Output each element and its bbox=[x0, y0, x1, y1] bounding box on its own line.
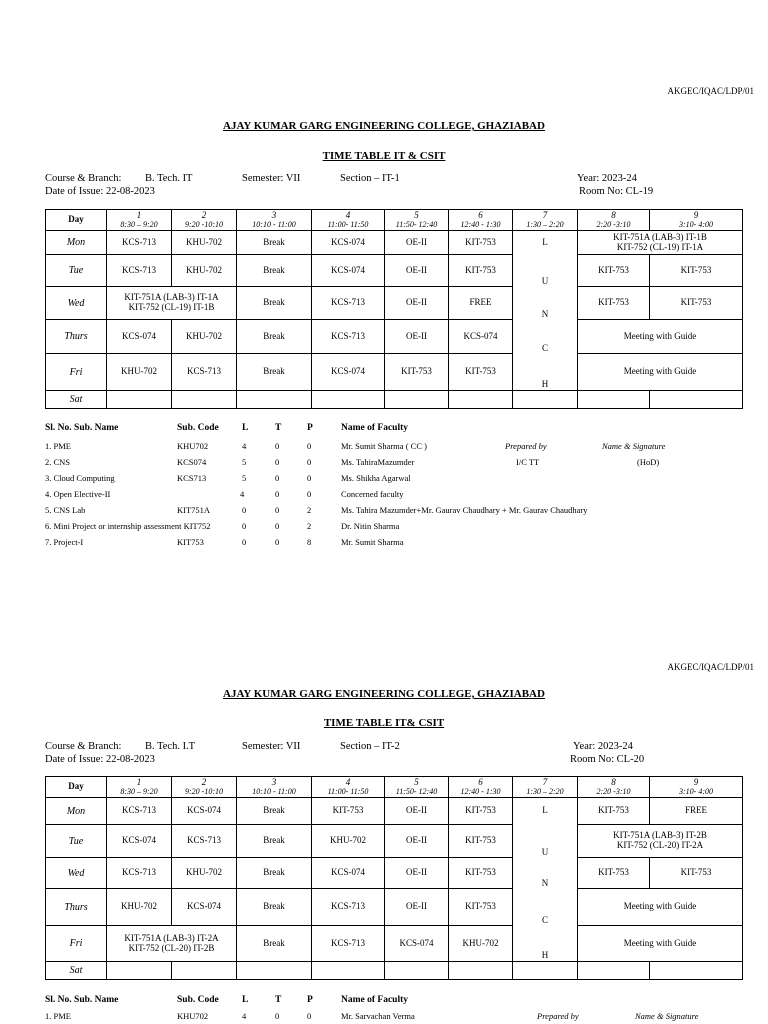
class-cell: KCS-713 bbox=[172, 825, 237, 858]
list-item: 3. Cloud Computing KCS713 5 0 0 Ms. Shikha Agarwal bbox=[45, 473, 411, 483]
period-header: 5 11:50- 12:40 bbox=[385, 210, 449, 231]
class-cell: OE-II bbox=[385, 825, 449, 858]
name-signature: Name & Signature bbox=[635, 1011, 699, 1021]
class-cell: KCS-713 bbox=[107, 798, 172, 825]
class-cell: KIT-753 bbox=[650, 858, 743, 889]
break-cell: Break bbox=[237, 287, 312, 320]
class-cell: KIT-753 bbox=[385, 354, 449, 391]
lunch-cell: H bbox=[513, 354, 578, 391]
class-cell: KIT-753 bbox=[312, 798, 385, 825]
document-ref: AKGEC/IQAC/LDP/01 bbox=[667, 86, 754, 96]
lunch-cell: U bbox=[513, 255, 578, 287]
list-item: 1. PME KHU702 4 0 0 Mr. Sumit Sharma ( CC ) Prepared by Name & Signature bbox=[45, 441, 666, 451]
hod: (HoD) bbox=[637, 457, 660, 467]
lunch-cell: H bbox=[513, 926, 578, 962]
lunch-cell: C bbox=[513, 889, 578, 926]
class-cell: KCS-713 bbox=[107, 858, 172, 889]
class-cell: KHU-702 bbox=[172, 858, 237, 889]
subject-list bbox=[45, 995, 745, 1024]
lunch-cell: L bbox=[513, 231, 578, 255]
subject-header-t: T bbox=[275, 423, 282, 433]
list-item: 6. Mini Project or internship assessment KIT752 0 0 2 Dr. Nitin Sharma bbox=[45, 521, 400, 531]
subject-header-p: P bbox=[307, 995, 313, 1005]
period-header: 6 12:40 - 1:30 bbox=[449, 777, 513, 798]
class-cell: FREE bbox=[449, 287, 513, 320]
lunch-cell: L bbox=[513, 798, 578, 825]
section: Section – IT-2 bbox=[340, 741, 400, 752]
subject-header-p: P bbox=[307, 423, 313, 433]
day-cell: Tue bbox=[46, 255, 107, 287]
class-cell: KHU-702 bbox=[172, 231, 237, 255]
day-cell: Thurs bbox=[46, 889, 107, 926]
day-cell: Mon bbox=[46, 231, 107, 255]
class-cell: OE-II bbox=[385, 889, 449, 926]
date-of-issue: Date of Issue: 22-08-2023 bbox=[45, 754, 155, 765]
break-cell: Break bbox=[237, 320, 312, 354]
break-cell: Break bbox=[237, 926, 312, 962]
prepared-by: Prepared by bbox=[537, 1011, 579, 1021]
course-branch-value: B. Tech. I.T bbox=[145, 741, 196, 752]
subject-header-l: L bbox=[242, 423, 249, 433]
class-cell: KIT-753 bbox=[449, 255, 513, 287]
class-cell: KHU-702 bbox=[449, 926, 513, 962]
period-header: 2 9:20 -10:10 bbox=[172, 210, 237, 231]
class-cell: KCS-074 bbox=[312, 231, 385, 255]
semester: Semester: VII bbox=[242, 741, 301, 752]
course-branch-label: Course & Branch: bbox=[45, 741, 122, 752]
period-header: 9 3:10- 4:00 bbox=[650, 777, 743, 798]
table-row bbox=[46, 354, 743, 391]
day-cell: Wed bbox=[46, 858, 107, 889]
class-cell: KIT-753 bbox=[449, 858, 513, 889]
meeting-cell: Meeting with Guide bbox=[578, 320, 743, 354]
day-cell: Fri bbox=[46, 926, 107, 962]
subject-header-l: L bbox=[242, 995, 249, 1005]
section: Section – IT-1 bbox=[340, 173, 400, 184]
list-item: 7. Project-I KIT753 0 0 8 Mr. Sumit Sharma bbox=[45, 537, 404, 547]
class-cell: KIT-753 bbox=[449, 354, 513, 391]
list-item: 5. CNS Lab KIT751A 0 0 2 Ms. Tahira Mazumder+Mr. Gaurav Chaudhary + Mr. Gaurav Chaudhary bbox=[45, 505, 588, 515]
subject-header-name: Sl. No. Sub. Name bbox=[45, 995, 119, 1005]
class-cell: KHU-702 bbox=[107, 354, 172, 391]
document-ref: AKGEC/IQAC/LDP/01 bbox=[667, 662, 754, 672]
timetable-grid bbox=[45, 776, 743, 980]
day-cell: Mon bbox=[46, 798, 107, 825]
class-cell: KCS-074 bbox=[172, 889, 237, 926]
class-cell: OE-II bbox=[385, 320, 449, 354]
period-header: 8 2:20 -3:10 bbox=[578, 777, 650, 798]
class-cell: KIT-753 bbox=[650, 255, 743, 287]
lab-cell: KIT-751A (LAB-3) IT-1B KIT-752 (CL-19) IT-1A bbox=[578, 231, 743, 255]
day-header: Day bbox=[46, 210, 107, 231]
subject-header-t: T bbox=[275, 995, 282, 1005]
class-cell: OE-II bbox=[385, 255, 449, 287]
lab-cell: KIT-751A (LAB-3) IT-1A KIT-752 (CL-19) IT-1B bbox=[107, 287, 237, 320]
lunch-cell: N bbox=[513, 858, 578, 889]
class-cell: KIT-753 bbox=[578, 255, 650, 287]
subject-header-code: Sub. Code bbox=[177, 423, 219, 433]
period-header: 1 8:30 – 9:20 bbox=[107, 210, 172, 231]
class-cell: KCS-713 bbox=[107, 255, 172, 287]
period-header: 3 10:10 - 11:00 bbox=[237, 777, 312, 798]
class-cell: KIT-753 bbox=[449, 825, 513, 858]
room-number: Room No: CL-19 bbox=[579, 186, 654, 197]
class-cell: KIT-753 bbox=[650, 287, 743, 320]
list-item: 2. CNS KCS074 5 0 0 Ms. TahiraMazumder I/C TT (HoD) bbox=[45, 457, 660, 467]
class-cell: KCS-713 bbox=[107, 231, 172, 255]
ic-tt: I/C TT bbox=[516, 457, 540, 467]
lunch-cell: C bbox=[513, 320, 578, 354]
break-cell: Break bbox=[237, 354, 312, 391]
class-cell: KIT-753 bbox=[578, 858, 650, 889]
subject-list bbox=[45, 423, 745, 553]
class-cell: KHU-702 bbox=[312, 825, 385, 858]
subject-header-code: Sub. Code bbox=[177, 995, 219, 1005]
period-header: 4 11:00- 11:50 bbox=[312, 777, 385, 798]
class-cell: OE-II bbox=[385, 798, 449, 825]
day-cell: Sat bbox=[46, 962, 107, 980]
lunch-cell: U bbox=[513, 825, 578, 858]
college-name: AJAY KUMAR GARG ENGINEERING COLLEGE, GHAZIABAD bbox=[223, 120, 545, 132]
class-cell: KHU-702 bbox=[172, 255, 237, 287]
period-header: 9 3:10- 4:00 bbox=[650, 210, 743, 231]
course-branch-value: B. Tech. IT bbox=[145, 173, 193, 184]
timetable-title: TIME TABLE IT& CSIT bbox=[323, 717, 445, 729]
class-cell: KIT-753 bbox=[449, 889, 513, 926]
period-header: 4 11:00- 11:50 bbox=[312, 210, 385, 231]
class-cell: KCS-713 bbox=[312, 287, 385, 320]
course-branch-label: Course & Branch: bbox=[45, 173, 122, 184]
prepared-by: Prepared by bbox=[505, 441, 547, 451]
meeting-cell: Meeting with Guide bbox=[578, 889, 743, 926]
table-row bbox=[46, 825, 743, 858]
class-cell: KCS-713 bbox=[312, 926, 385, 962]
class-cell: OE-II bbox=[385, 287, 449, 320]
name-signature: Name & Signature bbox=[602, 441, 666, 451]
class-cell: KCS-074 bbox=[449, 320, 513, 354]
day-cell: Sat bbox=[46, 391, 107, 409]
semester: Semester: VII bbox=[242, 173, 301, 184]
class-cell: FREE bbox=[650, 798, 743, 825]
table-row bbox=[46, 858, 743, 889]
period-header: 5 11:50- 12:40 bbox=[385, 777, 449, 798]
table-row bbox=[46, 231, 743, 255]
class-cell: KIT-753 bbox=[578, 798, 650, 825]
table-row bbox=[46, 287, 743, 320]
table-row bbox=[46, 889, 743, 926]
day-cell: Fri bbox=[46, 354, 107, 391]
class-cell: KCS-074 bbox=[312, 255, 385, 287]
class-cell: OE-II bbox=[385, 231, 449, 255]
period-header: 1 8:30 – 9:20 bbox=[107, 777, 172, 798]
class-cell: KCS-074 bbox=[107, 825, 172, 858]
day-header: Day bbox=[46, 777, 107, 798]
lunch-cell: N bbox=[513, 287, 578, 320]
class-cell: KIT-753 bbox=[578, 287, 650, 320]
break-cell: Break bbox=[237, 255, 312, 287]
break-cell: Break bbox=[237, 858, 312, 889]
break-cell: Break bbox=[237, 889, 312, 926]
class-cell: KCS-074 bbox=[172, 798, 237, 825]
class-cell: KCS-074 bbox=[385, 926, 449, 962]
header-row bbox=[46, 777, 743, 798]
class-cell: KCS-713 bbox=[312, 889, 385, 926]
room-number: Room No: CL-20 bbox=[570, 754, 645, 765]
class-cell: KCS-713 bbox=[312, 320, 385, 354]
meeting-cell: Meeting with Guide bbox=[578, 354, 743, 391]
period-header: 7 1:30 – 2:20 bbox=[513, 210, 578, 231]
year: Year: 2023-24 bbox=[577, 173, 637, 184]
table-row bbox=[46, 926, 743, 962]
day-cell: Tue bbox=[46, 825, 107, 858]
period-header: 8 2:20 -3:10 bbox=[578, 210, 650, 231]
date-of-issue: Date of Issue: 22-08-2023 bbox=[45, 186, 155, 197]
timetable-grid bbox=[45, 209, 743, 409]
break-cell: Break bbox=[237, 231, 312, 255]
class-cell: KIT-753 bbox=[449, 231, 513, 255]
table-row bbox=[46, 320, 743, 354]
class-cell: KCS-074 bbox=[312, 354, 385, 391]
table-row bbox=[46, 798, 743, 825]
list-item: 1. PME KHU702 4 0 0 Mr. Sarvachan Verma Prepared by Name & Signature bbox=[45, 1011, 699, 1021]
class-cell: OE-II bbox=[385, 858, 449, 889]
subject-header-faculty: Name of Faculty bbox=[341, 423, 409, 433]
class-cell: KIT-753 bbox=[449, 798, 513, 825]
period-header: 6 12:40 - 1:30 bbox=[449, 210, 513, 231]
class-cell: KHU-702 bbox=[172, 320, 237, 354]
period-header: 3 10:10 - 11:00 bbox=[237, 210, 312, 231]
break-cell: Break bbox=[237, 798, 312, 825]
college-name: AJAY KUMAR GARG ENGINEERING COLLEGE, GHAZIABAD bbox=[223, 688, 545, 700]
class-cell: KHU-702 bbox=[107, 889, 172, 926]
period-header: 7 1:30 – 2:20 bbox=[513, 777, 578, 798]
day-cell: Thurs bbox=[46, 320, 107, 354]
list-item: 4. Open Elective-II 4 0 0 Concerned faculty bbox=[45, 489, 404, 499]
class-cell: KCS-074 bbox=[107, 320, 172, 354]
day-cell: Wed bbox=[46, 287, 107, 320]
header-row bbox=[46, 210, 743, 231]
subject-header-name: Sl. No. Sub. Name bbox=[45, 423, 119, 433]
class-cell: KCS-713 bbox=[172, 354, 237, 391]
table-row bbox=[46, 255, 743, 287]
timetable-title: TIME TABLE IT & CSIT bbox=[322, 150, 446, 162]
period-header: 2 9:20 -10:10 bbox=[172, 777, 237, 798]
meeting-cell: Meeting with Guide bbox=[578, 926, 743, 962]
table-row bbox=[46, 962, 743, 980]
lab-cell: KIT-751A (LAB-3) IT-2A KIT-752 (CL-20) IT-2B bbox=[107, 926, 237, 962]
table-row bbox=[46, 391, 743, 409]
break-cell: Break bbox=[237, 825, 312, 858]
year: Year: 2023-24 bbox=[573, 741, 633, 752]
subject-header-faculty: Name of Faculty bbox=[341, 995, 409, 1005]
lab-cell: KIT-751A (LAB-3) IT-2B KIT-752 (CL-20) IT-2A bbox=[578, 825, 743, 858]
class-cell: KCS-074 bbox=[312, 858, 385, 889]
